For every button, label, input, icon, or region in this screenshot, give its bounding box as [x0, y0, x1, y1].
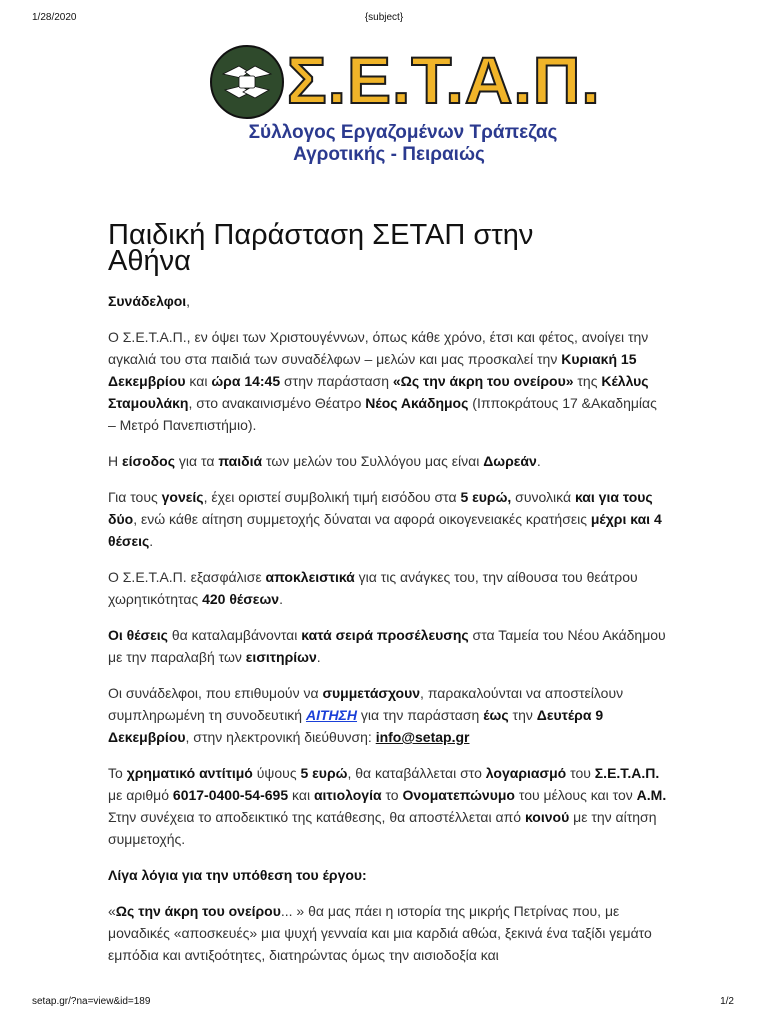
logo-wordmark: Σ.Ε.Τ.Α.Π.: [287, 43, 601, 117]
print-date: 1/28/2020: [32, 12, 77, 23]
print-footer: [0, 996, 768, 1012]
application-form-link[interactable]: ΑΙΤΗΣΗ: [305, 707, 358, 723]
print-page-number: 1/2: [720, 996, 734, 1007]
paragraph-plot: «Ως την άκρη του ονείρου... » θα μας πάει η ιστορία της μικρής Πετρίνας που, με μοναδικές «αποσκευές» μια ψυχή γενναία και μια καρδιά αθώα, ξεκινά ένα ταξίδι γεμάτο εμπόδια και αντιξοότητες, διατηρώντας όμως την αισιοδοξία και: [108, 903, 652, 963]
print-url: setap.gr/?na=view&id=189: [32, 996, 151, 1007]
handshake-emblem-icon: [209, 44, 285, 120]
print-header: [0, 12, 768, 28]
section-heading-plot: Λίγα λόγια για την υπόθεση του έργου:: [108, 867, 367, 883]
logo-subtitle-line2: Αγροτικής - Πειραιώς: [293, 144, 485, 165]
paragraph-seating: Οι θέσεις θα καταλαμβάνονται κατά σειρά προσέλευσης στα Ταμεία του Νέου Ακάδημου με την παραλαβή των εισιτηρίων.: [108, 627, 666, 665]
print-subject: {subject}: [364, 12, 404, 23]
paragraph-free-entry: Η είσοδος για τα παιδιά των μελών του Συλλόγου μας είναι Δωρεάν.: [108, 453, 541, 469]
article-title-line2: Αθήνα: [108, 245, 191, 277]
logo-subtitle-line1: Σύλλογος Εργαζομένων Τράπεζας: [248, 122, 558, 143]
setap-logo: [207, 42, 601, 165]
article-body: [108, 290, 668, 980]
paragraph-payment: Το χρηματικό αντίτιμό ύψους 5 ευρώ, θα καταβάλλεται στο λογαριασμό του Σ.Ε.Τ.Α.Π. με αριθμό 6017-0400-54-695 και αιτιολογία το Ονοματεπώνυμο του μέλους και τον Α.Μ. Στην συνέχεια το αποδεικτικό της κατάθεσης, θα αποστέλλεται από κοινού με την αίτηση συμμετοχής.: [108, 765, 667, 847]
greeting: Συνάδελφοι,: [108, 293, 191, 309]
paragraph-invitation: Ο Σ.Ε.Τ.Α.Π., εν όψει των Χριστουγέννων, όπως κάθε χρόνο, έτσι και φέτος, ανοίγει την αγκαλιά του στα παιδιά των συναδέλφων – μελών και μας προσκαλεί την Κυριακή 15 Δεκεμβρίου και ώρα 14:45 στην παράσταση «Ως την άκρη του ονείρου» της Κέλλυς Σταμουλάκη, στο ανακαινισμένο Θέατρο Νέος Ακάδημος (Ιπποκράτους 17 &Ακαδημίας – Μετρό Πανεπιστήμιο).: [108, 329, 657, 433]
email-link[interactable]: info@setap.gr: [375, 729, 470, 745]
paragraph-parents-price: Για τους γονείς, έχει οριστεί συμβολική τιμή εισόδου στα 5 ευρώ, συνολικά και για τους δύο, ενώ κάθε αίτηση συμμετοχής δύναται να αφορά οικογενειακές κρατήσεις μέχρι και 4 θέσεις.: [108, 489, 662, 549]
article-title: [108, 219, 668, 277]
article-title-line1: Παιδική Παράσταση ΣΕΤΑΠ στην: [108, 219, 534, 251]
paragraph-application: Οι συνάδελφοι, που επιθυμούν να συμμετάσχουν, παρακαλούνται να αποστείλουν συμπληρωμένη τη συνοδευτική ΑΙΤΗΣΗ για την παράσταση έως την Δευτέρα 9 Δεκεμβρίου, στην ηλεκτρονική διεύθυνση: info@setap.gr: [108, 685, 624, 745]
paragraph-capacity: Ο Σ.Ε.Τ.Α.Π. εξασφάλισε αποκλειστικά για τις ανάγκες του, την αίθουσα του θεάτρου χωρητικότητας 420 θέσεων.: [108, 569, 638, 607]
